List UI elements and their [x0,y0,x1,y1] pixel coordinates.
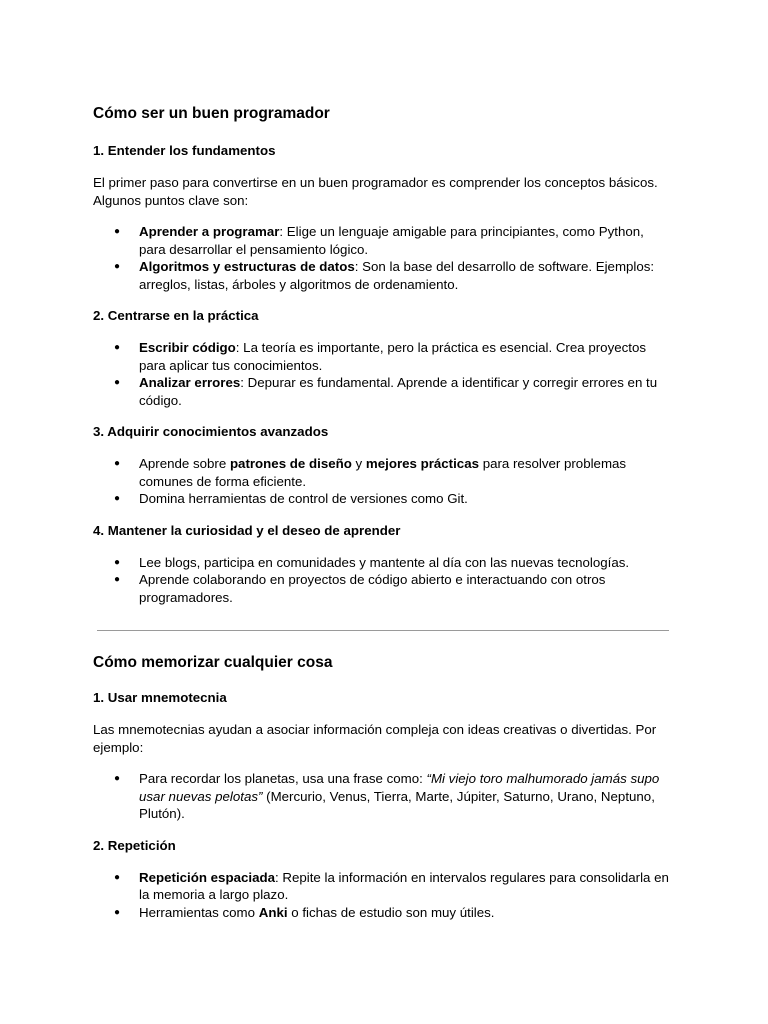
list-item: ● Para recordar los planetas, usa una frase como: “Mi viejo toro malhumorado jamás supo usar nuevas pelotas” (Mercurio, Venus, Tierra, Marte, Júpiter, Saturno, Urano, Neptuno, Plutón). [139,770,672,823]
heading-fundamentos: 1. Entender los fundamentos [93,143,276,158]
section-title-programador: Cómo ser un buen programador [93,105,330,122]
list-practica [93,339,672,409]
list-avanzados [93,455,672,508]
heading-repeticion: 2. Repetición [93,837,176,853]
section-divider [97,630,669,631]
heading-practica: 2. Centrarse en la práctica [93,308,259,323]
list-item: ● Repetición espaciada: Repite la información en intervalos regulares para consolidarla en la memoria a largo plazo. [139,869,672,904]
list-item: ● Aprende colaborando en proyectos de código abierto e interactuando con otros programadores. [139,571,672,606]
list-item: ● Lee blogs, participa en comunidades y mantente al día con las nuevas tecnologías. [139,554,672,572]
list-item: ● Aprender a programar: Elige un lenguaje amigable para principiantes, como Python, para desarrollar el pensamiento lógico. [139,223,672,258]
list-item: ● Analizar errores: Depurar es fundamental. Aprende a identificar y corregir errores en tu código. [139,374,672,409]
list-item: ● Algoritmos y estructuras de datos: Son la base del desarrollo de software. Ejemplos: arreglos, listas, árboles y algoritmos de ordenamiento. [139,258,672,293]
list-mnemotecnia [93,770,672,823]
list-item: ● Herramientas como Anki o fichas de estudio son muy útiles. [139,904,672,922]
paragraph-intro-fundamentos: El primer paso para convertirse en un buen programador es comprender los conceptos básicos. Algunos puntos clave son: [93,175,658,208]
list-fundamentos [93,223,672,293]
list-curiosidad [93,554,672,607]
paragraph-intro-mnemotecnia: Las mnemotecnias ayudan a asociar información compleja con ideas creativas o divertidas. Por ejemplo: [93,722,657,755]
heading-curiosidad: 4. Mantener la curiosidad y el deseo de aprender [93,522,401,538]
list-item: ● Domina herramientas de control de versiones como Git. [139,490,672,508]
section-title-memorizar: Cómo memorizar cualquier cosa [93,654,333,671]
heading-avanzados: 3. Adquirir conocimientos avanzados [93,424,329,439]
list-repeticion [93,869,672,922]
heading-mnemotecnia: 1. Usar mnemotecnia [93,690,227,705]
list-item: ● Escribir código: La teoría es importante, pero la práctica es esencial. Crea proyectos para aplicar tus conocimientos. [139,339,672,374]
list-item: ● Aprende sobre patrones de diseño y mejores prácticas para resolver problemas comunes de forma eficiente. [139,455,672,490]
